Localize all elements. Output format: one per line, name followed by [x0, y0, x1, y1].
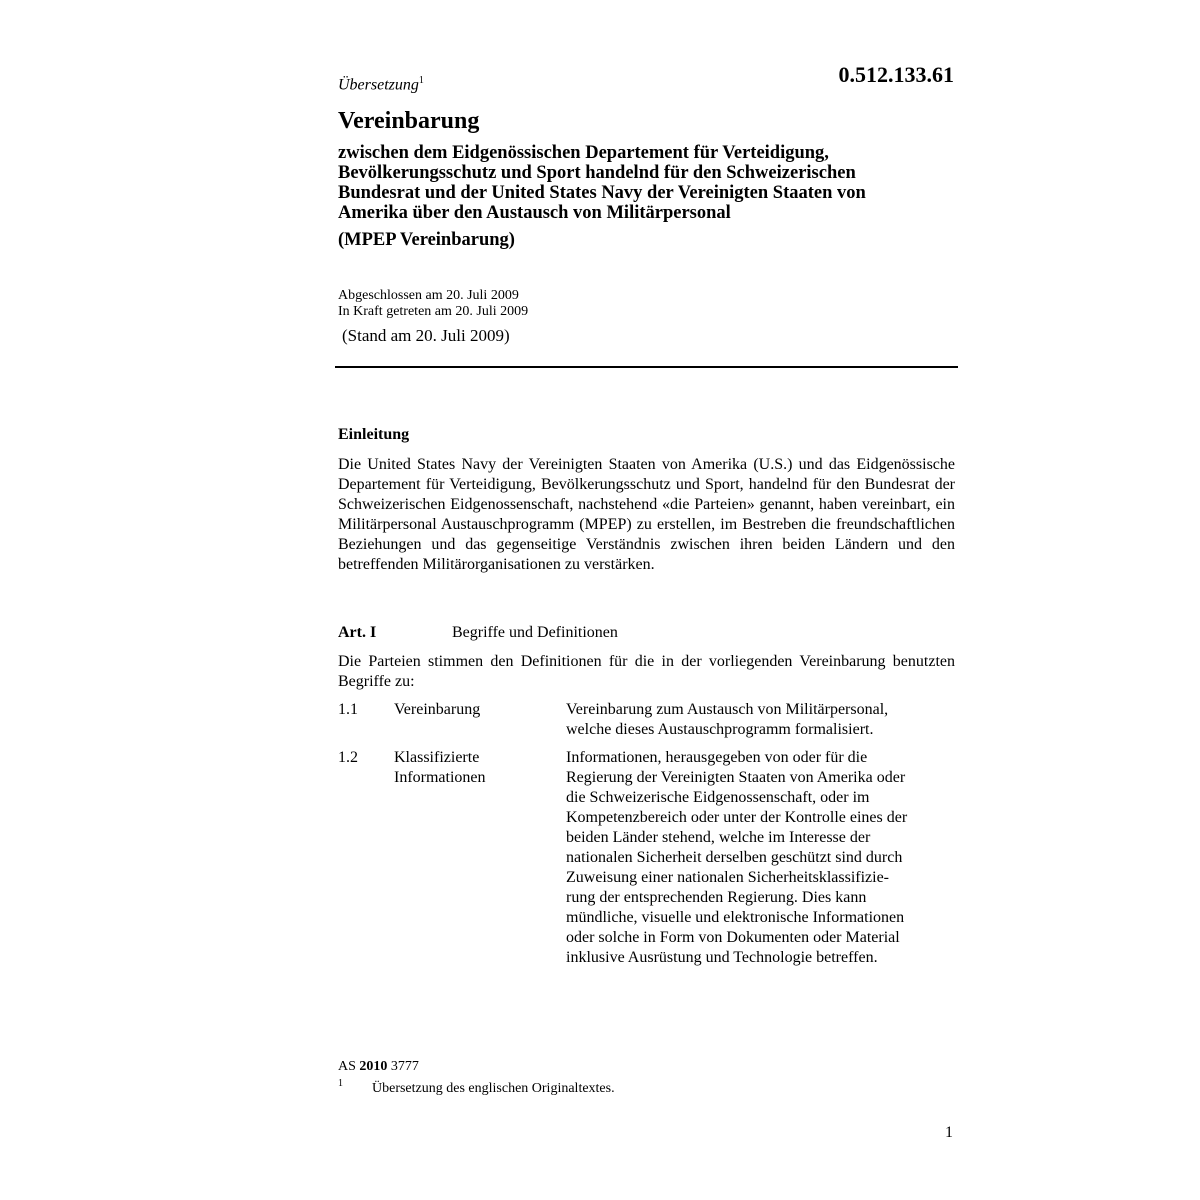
- definition-text-line: inklusive Ausrüstung und Technologie betreffen.: [566, 949, 878, 966]
- subtitle-line: Amerika über den Austausch von Militärpersonal: [338, 203, 731, 223]
- concluded-date: Abgeschlossen am 20. Juli 2009: [338, 288, 519, 303]
- introduction-heading: Einleitung: [338, 426, 410, 443]
- subtitle-line: zwischen dem Eidgenössischen Departement für Verteidigung,: [338, 143, 829, 163]
- official-collection-reference: [338, 1059, 419, 1075]
- definition-text-line: Vereinbarung zum Austausch von Militärpersonal,: [566, 701, 889, 718]
- translation-label: [338, 75, 424, 94]
- definition-text-line: die Schweizerische Eidgenossenschaft, oder im: [566, 789, 870, 806]
- definition-text-line: Regierung der Vereinigten Staaten von Amerika oder: [566, 769, 906, 786]
- definition-term: [394, 748, 554, 788]
- horizontal-rule: [335, 366, 958, 368]
- definition-text-line: mündliche, visuelle und elektronische Informationen: [566, 909, 905, 926]
- definition-term-line: Vereinbarung: [394, 701, 481, 718]
- definition-term: [394, 700, 554, 720]
- footnote-reference[interactable]: 1: [418, 75, 424, 86]
- short-title: (MPEP Vereinbarung): [338, 230, 515, 250]
- definition-term-line: Informationen: [394, 769, 486, 786]
- as-prefix: AS: [338, 1059, 356, 1074]
- translation-label-text: Übersetzung: [338, 76, 419, 94]
- definition-term-line: Klassifizierte: [394, 749, 480, 766]
- definition-number: 1.1: [338, 701, 358, 718]
- as-year: 2010: [359, 1059, 388, 1074]
- definition-text-line: beiden Länder stehend, welche im Interesse der: [566, 829, 871, 846]
- in-force-date: In Kraft getreten am 20. Juli 2009: [338, 303, 529, 319]
- document-subtitle: [338, 143, 958, 223]
- footnote-text: Übersetzung des englischen Originaltextes.: [372, 1081, 615, 1096]
- document-title: Vereinbarung: [338, 108, 480, 134]
- status-date: (Stand am 20. Juli 2009): [342, 326, 510, 345]
- article-intro-paragraph: Die Parteien stimmen den Definitionen für die in der vorliegenden Vereinbarung benutzten Begriffe zu:: [338, 653, 955, 690]
- as-page: 3777: [390, 1059, 419, 1074]
- dates-block: [338, 288, 528, 319]
- article-number: Art. I: [338, 624, 377, 641]
- subtitle-line: Bevölkerungsschutz und Sport handelnd für den Schweizerischen: [338, 163, 856, 183]
- definition-number: 1.2: [338, 749, 358, 766]
- introduction-paragraph: Die United States Navy der Vereinigten Staaten von Amerika (U.S.) und das Eidgenössische Departement für Verteidigung, Bevölkerungsschutz und Sport, handelnd für den Bundesrat der Schweizerischen Eidgenossenschaft, nachstehend «die Parteien» genannt, haben vereinbart, ein Militärpersonal Austauschprogramm (MPEP) zu erstellen, im Bestreben die freundschaftlichen Beziehungen und das gegenseitige Verständnis zwischen ihren beiden Ländern und den betreffenden Militärorganisationen zu verstärken.: [338, 456, 955, 573]
- definition-text-line: Kompetenzbereich oder unter der Kontrolle eines der: [566, 809, 908, 826]
- article-title: Begriffe und Definitionen: [452, 624, 618, 641]
- definition-text-line: rung der entsprechenden Regierung. Dies kann: [566, 889, 867, 906]
- definition-text: [566, 748, 958, 968]
- definition-text: [566, 700, 958, 740]
- definition-text-line: Informationen, herausgegeben von oder für die: [566, 749, 868, 766]
- definition-text-line: Zuweisung einer nationalen Sicherheitsklassifizie-: [566, 869, 890, 886]
- page-number: 1: [945, 1124, 953, 1141]
- sr-number: 0.512.133.61: [838, 62, 954, 87]
- definition-text-line: oder solche in Form von Dokumenten oder Material: [566, 929, 900, 946]
- definition-text-line: welche dieses Austauschprogramm formalisiert.: [566, 721, 874, 738]
- subtitle-line: Bundesrat und der United States Navy der Vereinigten Staaten von: [338, 183, 866, 203]
- definition-text-line: nationalen Sicherheit derselben geschützt sind durch: [566, 849, 903, 866]
- footnote-number: 1: [338, 1078, 343, 1089]
